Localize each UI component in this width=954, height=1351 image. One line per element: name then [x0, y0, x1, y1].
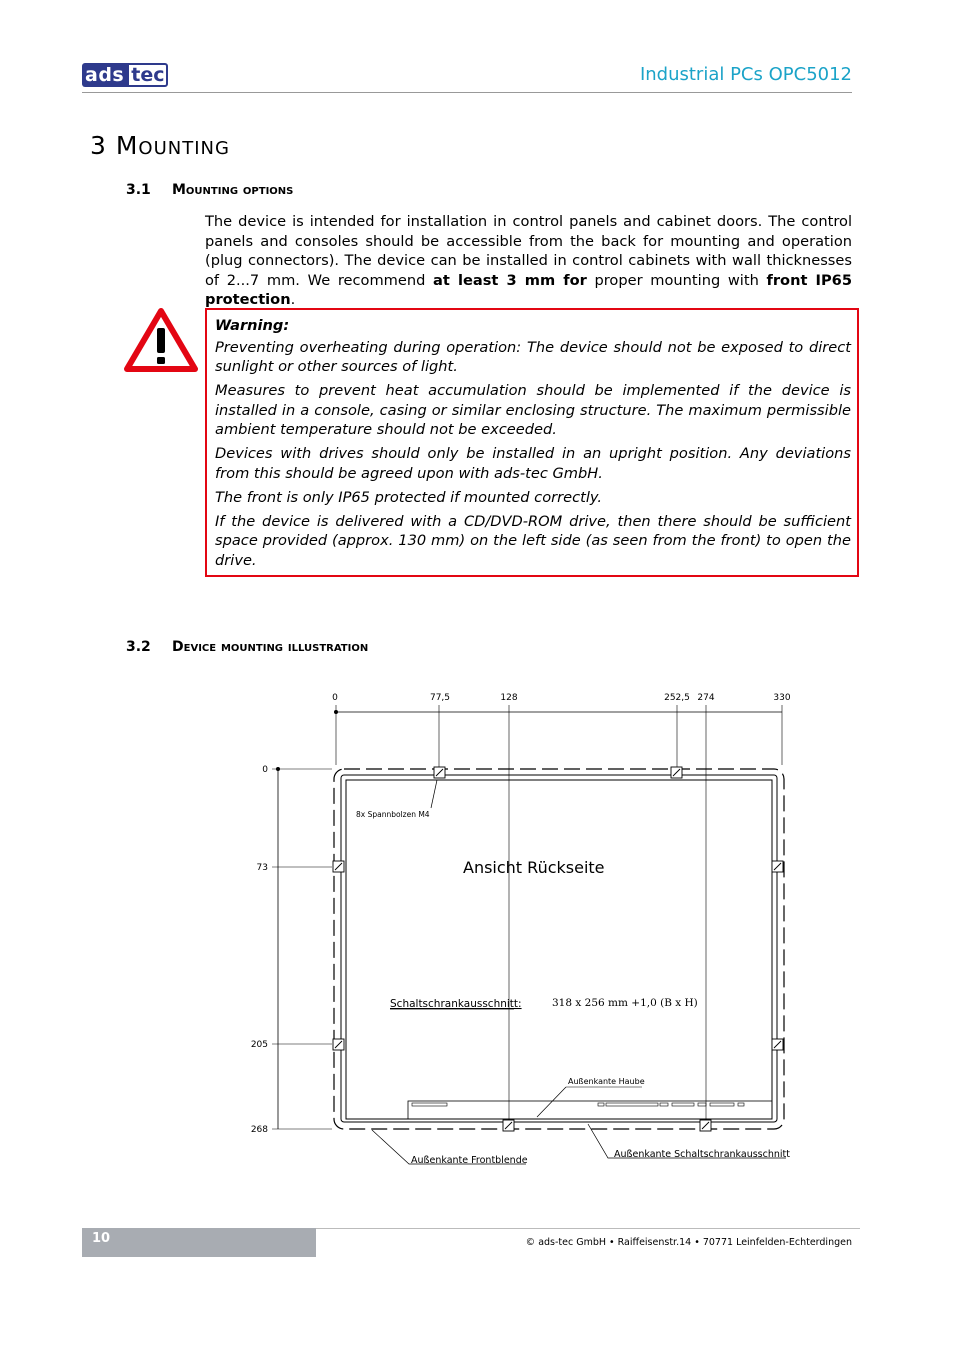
- company-logo: [82, 62, 168, 88]
- header-divider: [82, 92, 852, 93]
- y-tick-label: 0: [262, 765, 268, 775]
- chapter-heading: [90, 131, 230, 160]
- logo-ads: ads: [82, 63, 127, 87]
- bolt-markers: [333, 767, 783, 1131]
- cutout-label: Schaltschrankausschnitt:: [390, 998, 522, 1010]
- front-bezel-label: Außenkante Frontblende: [411, 1155, 528, 1166]
- x-tick-label: 77,5: [429, 693, 451, 703]
- mounting-options-paragraph: [205, 212, 852, 310]
- y-tick-label: 73: [256, 863, 268, 873]
- footer-page-bar: [82, 1228, 316, 1257]
- warning-title: Warning:: [215, 317, 290, 334]
- header-title: Industrial PCs OPC5012: [639, 64, 852, 85]
- warning-box: [205, 308, 859, 577]
- footer-copyright: © ads-tec GmbH • Raiffeisenstr.14 • 70771 Leinfelden-Echterdingen: [525, 1237, 852, 1248]
- warning-paragraph: Devices with drives should only be installed in an upright position. Any deviations from this should be agreed upon with ads-tec GmbH.: [215, 445, 851, 482]
- section-heading-device-mounting: [126, 639, 368, 655]
- mounting-drawing: [240, 680, 800, 1174]
- x-tick-label: 274: [697, 693, 715, 703]
- warning-paragraph: Measures to prevent heat accumulation should be implemented if the device is installed in a console, casing or similar enclosing structure. The maximum permissible ambient temperature should not be exceeded.: [215, 382, 851, 438]
- logo-tec: tec: [127, 63, 168, 87]
- warning-paragraph: The front is only IP65 protected if mounted correctly.: [215, 488, 603, 506]
- section-title: Mounting options: [172, 182, 294, 198]
- text-run: proper mounting with: [586, 271, 767, 289]
- section-number: 3.2: [126, 639, 151, 655]
- footer-divider: [316, 1228, 860, 1229]
- warning-paragraph: Preventing overheating during operation: The device should not be exposed to direct sunlight or other sources of light.: [215, 338, 851, 375]
- warning-paragraph: If the device is delivered with a CD/DVD-ROM drive, then there should be sufficient space provided (approx. 130 mm) on the left side (as seen from the front) to open the drive.: [215, 512, 851, 569]
- text-bold: front IP65 protection: [205, 271, 852, 308]
- text-run: The device is intended for installation in control panels and cabinet doors. The control panels and consoles should be accessible from the back for mounting and operation (plug connectors). The device can be installed in control cabinets with wall thicknesses of 2...7 mm. We recommend: [205, 213, 852, 289]
- y-tick-label: 268: [250, 1125, 268, 1135]
- x-tick-label: 128: [500, 693, 518, 703]
- bolts-label: 8x Spannbolzen M4: [356, 810, 430, 819]
- chapter-title: Mounting: [115, 131, 230, 160]
- text-bold: at least 3 mm for: [433, 271, 587, 289]
- warning-triangle-icon: [124, 308, 198, 376]
- y-tick-label: 205: [250, 1040, 268, 1050]
- hood-label: Außenkante Haube: [568, 1077, 645, 1086]
- section-title: Device mounting illustration: [172, 639, 369, 655]
- section-heading-mounting-options: [126, 182, 293, 198]
- x-tick-label: 330: [773, 693, 791, 703]
- cabinet-cutout-label: Außenkante Schaltschrankausschnitt: [614, 1149, 790, 1160]
- cutout-value: 318 x 256 mm +1,0 (B x H): [552, 997, 698, 1009]
- section-number: 3.1: [126, 182, 151, 198]
- view-title: Ansicht Rückseite: [463, 858, 605, 877]
- page-number: 10: [92, 1231, 111, 1246]
- chapter-number: 3: [90, 131, 107, 160]
- x-tick-label: 252,5: [664, 693, 690, 703]
- text-run: .: [290, 291, 296, 308]
- x-tick-label: 0: [332, 693, 338, 703]
